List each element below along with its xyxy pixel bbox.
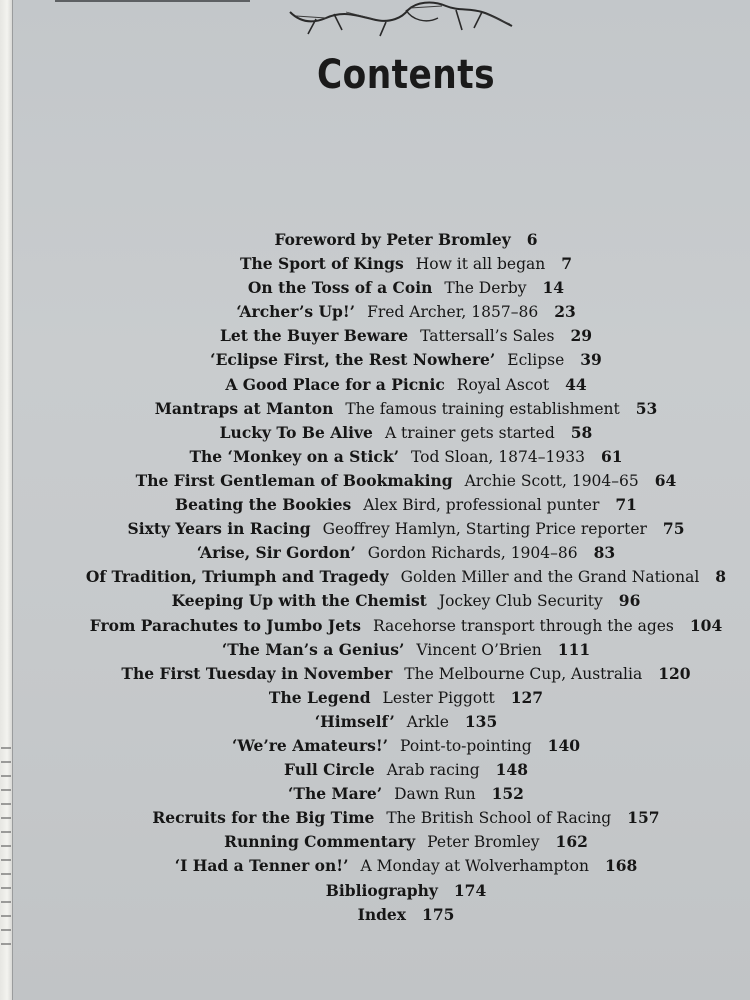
contents-entry bbox=[0, 830, 750, 854]
entry-title: Mantraps at Manton bbox=[154, 398, 334, 418]
entry-page-number: 39 bbox=[580, 350, 602, 370]
entry-title: Sixty Years in Racing bbox=[127, 519, 311, 539]
entry-page-number: 127 bbox=[510, 687, 544, 707]
entry-page-number: 83 bbox=[593, 543, 616, 563]
contents-entry bbox=[0, 228, 750, 252]
entry-subtitle: Eclipse bbox=[507, 351, 565, 370]
entry-page-number: 7 bbox=[561, 254, 573, 274]
contents-entry bbox=[0, 252, 750, 276]
contents-list bbox=[0, 228, 750, 927]
entry-page-number: 75 bbox=[662, 519, 685, 539]
entry-page-number: 174 bbox=[453, 880, 487, 900]
entry-page-number: 135 bbox=[464, 711, 498, 731]
entry-title: ‘We’re Amateurs!’ bbox=[231, 735, 389, 755]
contents-entry bbox=[0, 348, 750, 372]
entry-page-number: 148 bbox=[495, 760, 528, 780]
entry-title: Running Commentary bbox=[224, 832, 416, 852]
entry-subtitle: Tod Sloan, 1874–1933 bbox=[410, 447, 585, 466]
entry-page-number: 8 bbox=[715, 567, 727, 587]
contents-entry bbox=[0, 879, 750, 903]
entry-page-number: 61 bbox=[600, 446, 623, 466]
contents-entry bbox=[0, 565, 750, 589]
entry-page-number: 111 bbox=[557, 639, 591, 659]
contents-entry bbox=[0, 469, 750, 493]
contents-entry bbox=[0, 373, 750, 397]
entry-subtitle: The Melbourne Cup, Australia bbox=[404, 664, 643, 683]
entry-subtitle: Fred Archer, 1857–86 bbox=[367, 303, 539, 322]
entry-page-number: 175 bbox=[422, 904, 455, 924]
entry-subtitle: Vincent O’Brien bbox=[416, 640, 542, 659]
entry-subtitle: The British School of Racing bbox=[386, 809, 612, 828]
entry-title: ‘I Had a Tenner on!’ bbox=[174, 856, 349, 876]
entry-subtitle: Tattersall’s Sales bbox=[420, 327, 555, 346]
entry-subtitle: Geoffrey Hamlyn, Starting Price reporter bbox=[322, 520, 647, 539]
top-rule bbox=[55, 0, 250, 2]
entry-page-number: 6 bbox=[526, 230, 538, 249]
entry-title: Let the Buyer Beware bbox=[219, 326, 409, 346]
entry-page-number: 140 bbox=[547, 735, 581, 755]
entry-page-number: 96 bbox=[618, 591, 641, 611]
entry-subtitle: Peter Bromley bbox=[427, 833, 540, 852]
contents-entry bbox=[0, 493, 750, 517]
entry-subtitle: A Monday at Wolverhampton bbox=[360, 857, 589, 876]
contents-entry bbox=[0, 517, 750, 541]
contents-entry bbox=[0, 782, 750, 806]
entry-subtitle: How it all began bbox=[415, 255, 546, 274]
entry-page-number: 71 bbox=[615, 495, 637, 515]
entry-title: Lucky To Be Alive bbox=[219, 422, 373, 442]
entry-title: Index bbox=[357, 904, 407, 924]
entry-page-number: 44 bbox=[565, 374, 587, 394]
contents-entry bbox=[0, 541, 750, 565]
entry-title: Beating the Bookies bbox=[175, 495, 352, 515]
entry-title: Recruits for the Big Time bbox=[152, 808, 375, 828]
contents-entry bbox=[0, 324, 750, 348]
contents-entry bbox=[0, 662, 750, 686]
contents-entry bbox=[0, 614, 750, 638]
contents-entry bbox=[0, 445, 750, 469]
entry-title: ‘Archer’s Up!’ bbox=[236, 302, 356, 322]
contents-entry bbox=[0, 397, 750, 421]
contents-entry bbox=[0, 710, 750, 734]
entry-subtitle: Lester Piggott bbox=[382, 688, 495, 707]
galloping-horse-illustration bbox=[286, 0, 520, 38]
entry-title: ‘The Mare’ bbox=[288, 784, 383, 804]
entry-subtitle: Racehorse transport through the ages bbox=[372, 616, 674, 635]
entry-title: Foreword by Peter Bromley bbox=[274, 230, 511, 249]
entry-title: ‘The Man’s a Genius’ bbox=[221, 639, 405, 659]
contents-entry bbox=[0, 276, 750, 300]
contents-entry bbox=[0, 903, 750, 927]
entry-title: A Good Place for a Picnic bbox=[225, 374, 445, 394]
entry-page-number: 168 bbox=[604, 856, 638, 876]
entry-title: ‘Himself’ bbox=[314, 711, 395, 731]
entry-subtitle: The Derby bbox=[444, 279, 527, 298]
entry-title: Keeping Up with the Chemist bbox=[171, 591, 427, 611]
entry-subtitle: The famous training establishment bbox=[345, 399, 620, 418]
contents-entry bbox=[0, 638, 750, 662]
entry-subtitle: Gordon Richards, 1904–86 bbox=[367, 544, 578, 563]
entry-page-number: 104 bbox=[689, 615, 723, 635]
entry-title: The ‘Monkey on a Stick’ bbox=[189, 446, 399, 466]
entry-subtitle: Golden Miller and the Grand National bbox=[400, 568, 700, 587]
entry-page-number: 29 bbox=[570, 326, 593, 346]
entry-subtitle: Arab racing bbox=[386, 761, 480, 780]
entry-title: The First Gentleman of Bookmaking bbox=[135, 470, 453, 490]
entry-subtitle: Point-to-pointing bbox=[400, 736, 532, 755]
entry-page-number: 162 bbox=[555, 832, 588, 852]
entry-subtitle: Dawn Run bbox=[394, 785, 476, 804]
entry-page-number: 14 bbox=[542, 278, 565, 298]
entry-page-number: 64 bbox=[654, 470, 677, 490]
entry-title: Bibliography bbox=[325, 880, 438, 900]
entry-subtitle: Alex Bird, professional punter bbox=[363, 496, 600, 515]
entry-subtitle: Archie Scott, 1904–65 bbox=[464, 471, 639, 490]
page-title: Contents bbox=[317, 52, 495, 98]
contents-entry bbox=[0, 806, 750, 830]
entry-page-number: 58 bbox=[570, 422, 593, 442]
entry-page-number: 152 bbox=[491, 784, 524, 804]
contents-entry bbox=[0, 421, 750, 445]
entry-title: ‘Arise, Sir Gordon’ bbox=[196, 543, 356, 563]
entry-title: ‘Eclipse First, the Rest Nowhere’ bbox=[210, 350, 496, 370]
entry-page-number: 120 bbox=[658, 663, 691, 683]
contents-entry bbox=[0, 589, 750, 613]
entry-title: The First Tuesday in November bbox=[121, 663, 393, 683]
entry-page-number: 23 bbox=[554, 302, 576, 322]
entry-title: On the Toss of a Coin bbox=[247, 278, 433, 298]
contents-entry bbox=[0, 734, 750, 758]
entry-page-number: 53 bbox=[635, 398, 658, 418]
entry-subtitle: Royal Ascot bbox=[456, 375, 550, 394]
contents-entry bbox=[0, 758, 750, 782]
entry-subtitle: Jockey Club Security bbox=[438, 592, 603, 611]
contents-entry bbox=[0, 686, 750, 710]
entry-title: From Parachutes to Jumbo Jets bbox=[89, 615, 361, 635]
contents-entry bbox=[0, 854, 750, 878]
entry-title: The Sport of Kings bbox=[239, 254, 404, 274]
entry-subtitle: A trainer gets started bbox=[384, 423, 555, 442]
entry-page-number: 157 bbox=[627, 808, 660, 828]
contents-entry bbox=[0, 300, 750, 324]
entry-subtitle: Arkle bbox=[406, 712, 449, 731]
entry-title: The Legend bbox=[268, 687, 371, 707]
entry-title: Of Tradition, Triumph and Tragedy bbox=[85, 567, 389, 587]
entry-title: Full Circle bbox=[283, 760, 375, 780]
